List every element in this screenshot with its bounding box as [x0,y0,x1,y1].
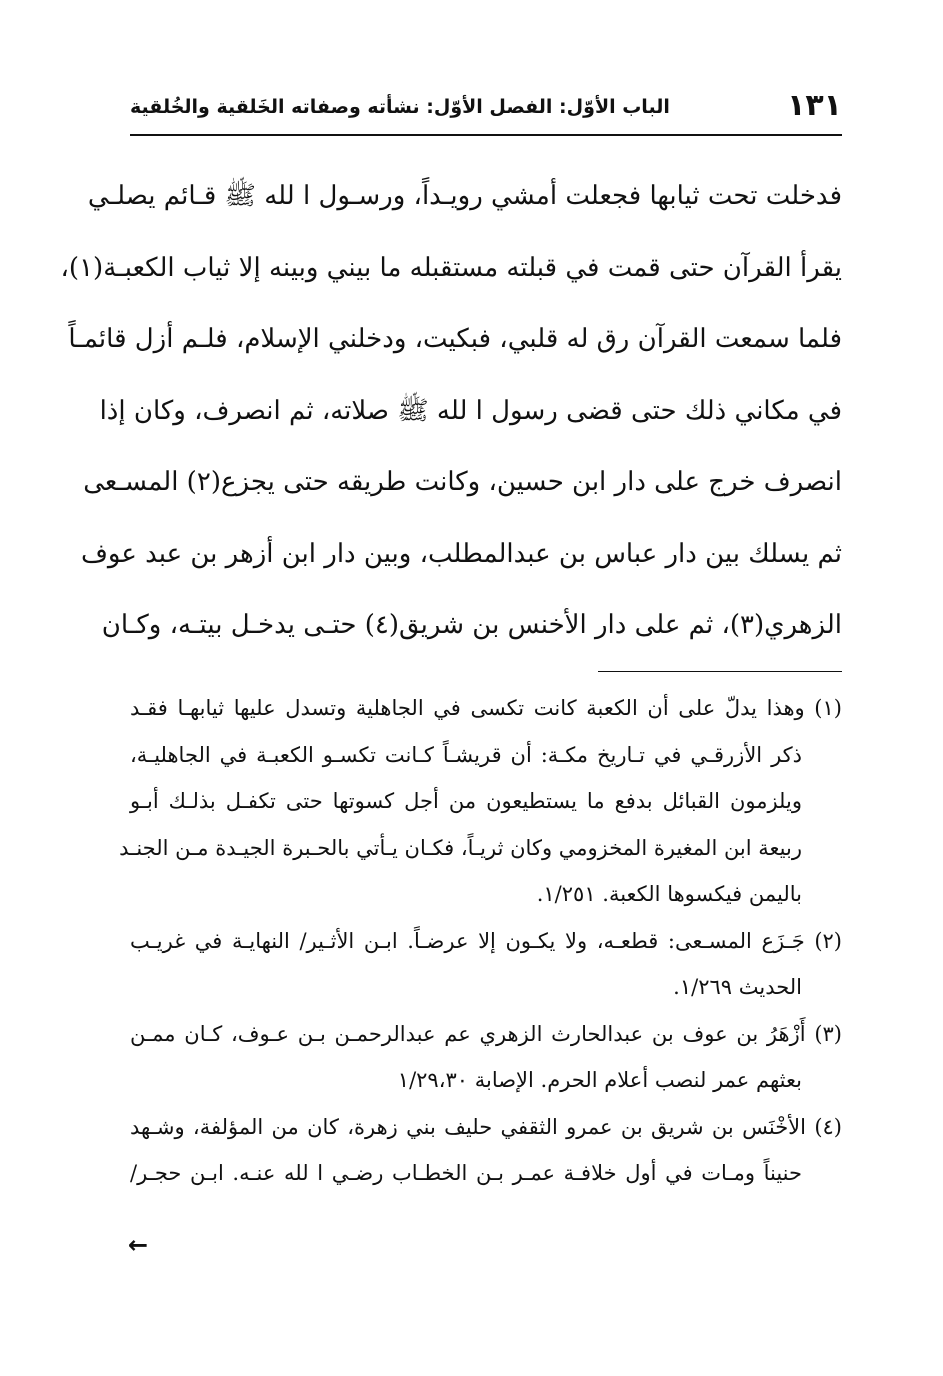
footnote-line: (٣) أَزْهَرُ بن عوف بن عبدالحارث الزهري عم عبدالرحمـن بـن عـوف، كـان ممـن [130,1021,842,1046]
footnote-line: الحديث ١/٢٦٩. [673,975,802,999]
footnote-4 [130,1107,842,1200]
page-number: ١٣١ [787,88,842,123]
footnote-line: (٢) جَـزَع المسـعى: قطعـه، ولا يكـون إلا عرضـاً. ابـن الأثـير/ النهايـة في غريـب [130,928,842,953]
body-line: انصرف خرج على دار ابن حسين، وكانت طريقه حتى يجزع(٢) المسـعى [83,467,842,497]
body-line: ثم يسلك بين دار عباس بن عبدالمطلب، وبين دار ابن أزهر بن عبد عوف [80,538,842,569]
footnote-2 [130,921,842,1014]
footnote-3 [130,1014,842,1107]
footnote-line: باليمن فيكسوها الكعبة. ١/٢٥١. [536,882,802,906]
running-title: الباب الأوّل: الفصل الأوّل: نشأته وصفاته الخَلقية والخُلقية [130,96,670,118]
footnote-line: ذكر الأزرقـي في تـاريخ مكـة: أن قريشـاً كـانت تكسـو الكعبـة في الجاهليـة، [130,742,802,767]
footnote-line: ويلزمون القبائل بدفع ما يستطيعون من أجل كسوتها حتى تكفـل بذلـك أبـو [130,789,802,813]
footnote-line: حنيناً ومـات في أول خلافـة عمـر بـن الخطـاب رضـي ا لله عنـه. ابـن حجـر/ [130,1161,802,1185]
page-header [130,88,842,128]
body-line: الزهري(٣)، ثم على دار الأخنس بن شريق(٤) حتـى يدخـل بيتـه، وكـان [101,610,842,640]
body-text [60,168,842,669]
footnote-separator [598,671,842,672]
continue-arrow-icon: ← [128,1231,149,1259]
body-line: فلما سمعت القرآن رق له قلبي، فبكيت، ودخلني الإسلام، فلـم أزل قائمـاً [68,324,842,354]
footnote-line: ربيعة ابن المغيرة المخزومي وكان ثريـاً، فكـان يـأتي بالحـبرة الجيـدة مـن الجنـد [119,835,802,860]
footnote-line: (٤) الأخْنَس بن شريق بن عمرو الثقفي حليف بني زهرة، كان من المؤلفة، وشـهد [130,1114,842,1139]
header-rule [130,134,842,136]
body-line: فدخلت تحت ثيابها فجعلت أمشي رويـداً، ورسـول ا لله ﷺ قـائم يصلـي [87,181,842,211]
footnote-line: (١) وهذا يدلّ على أن الكعبة كانت تكسى في الجاهلية وتسدل عليها ثيابهـا فقـد [130,696,842,720]
footnote-1 [119,688,842,921]
footnote-line: بعثهم عمر لنصب أعلام الحرم. الإصابة ١/٢٩،٣٠ [397,1068,802,1092]
footnotes [119,688,842,1200]
body-line: في مكاني ذلك حتى قضى رسول ا لله ﷺ صلاته، ثم انصرف، وكان إذا [99,395,842,426]
body-line: يقرأ القرآن حتى قمت في قبلته مستقبله ما بيني وبينه إلا ثياب الكعبـة(١)، [60,252,842,283]
